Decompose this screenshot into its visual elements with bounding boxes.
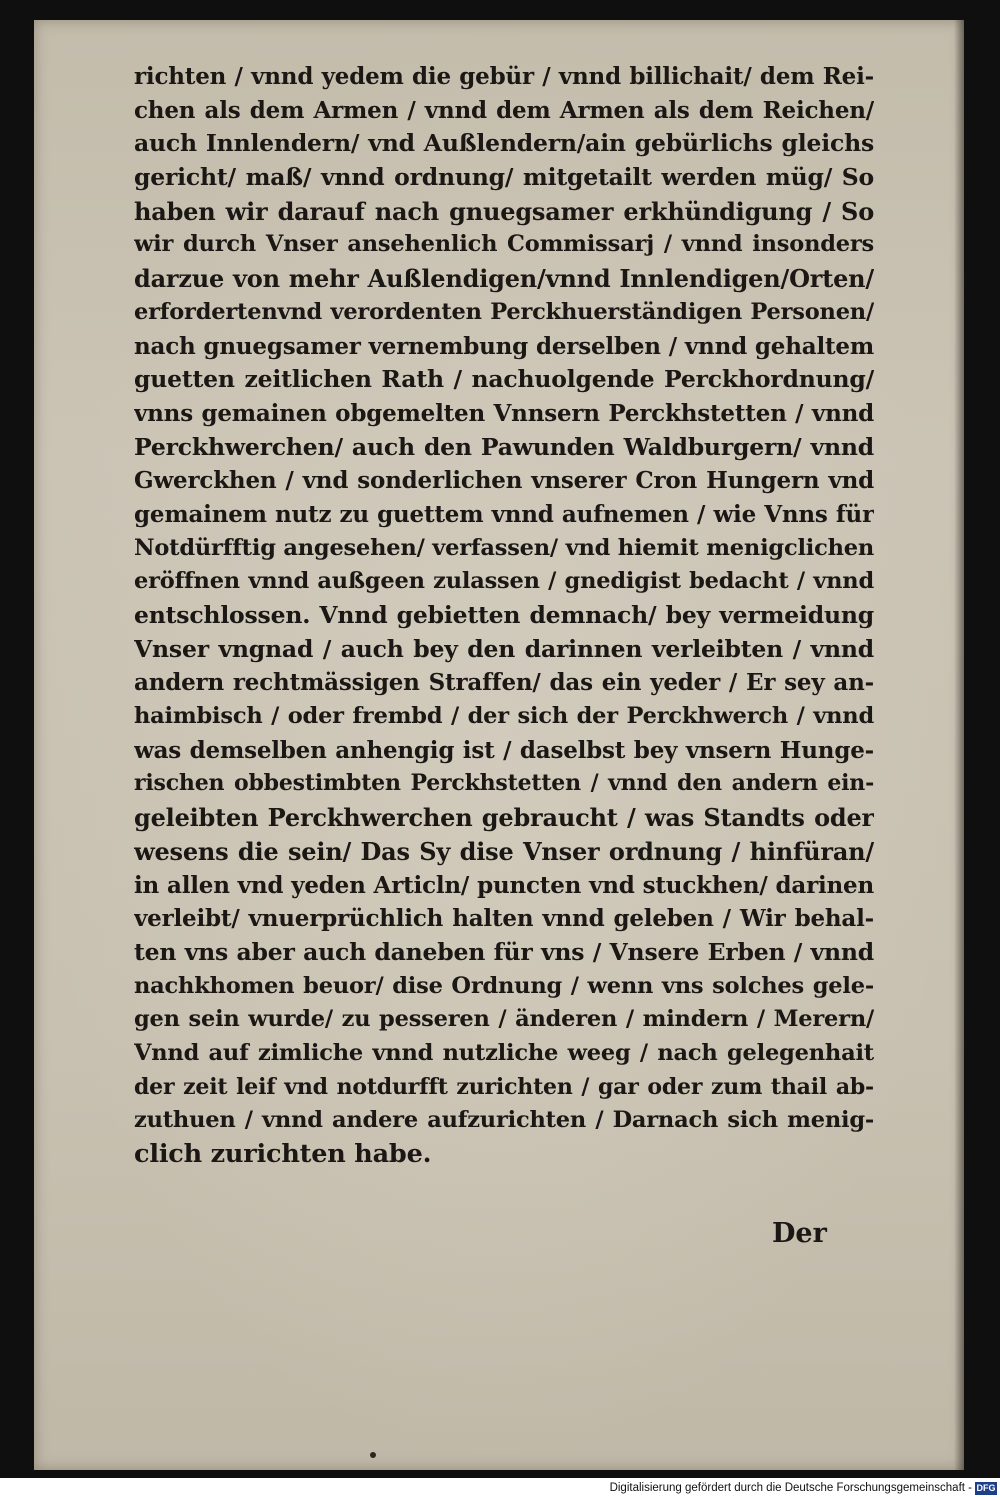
text-line: wir durch Vnser ansehenlich Commissarj / vnnd insonders	[134, 231, 874, 258]
text-line: vnns gemainen obgemelten Vnnsern Perckhstetten / vnnd	[134, 399, 874, 427]
text-line: gemainem nutz zu guettem vnnd aufnemen / wie Vnns für	[134, 500, 874, 528]
text-line: nachkhomen beuor/ dise Ordnung / wenn vns solches gele-	[134, 972, 874, 999]
dfg-logo: DFG	[976, 1483, 996, 1493]
page-edge-shadow	[954, 20, 964, 1470]
book-page	[34, 20, 964, 1470]
text-line: rischen obbestimbten Perckhstetten / vnnd den andern ein-	[134, 770, 874, 797]
text-line: was demselben anhengig ist / daselbst bey vnsern Hunge-	[134, 736, 874, 764]
text-line: verleibt/ vnuerprüchlich halten vnnd geleben / Wir behal-	[134, 905, 874, 933]
text-line: chen als dem Armen / vnnd dem Armen als dem Reichen/	[134, 96, 874, 124]
text-line: guetten zeitlichen Rath / nachuolgende Perckhordnung/	[134, 365, 874, 394]
text-line: entschlossen. Vnnd gebietten demnach/ bey vermeidung	[134, 601, 874, 629]
text-line: in allen vnd yeden Articln/ puncten vnd stuckhen/ darinen	[134, 871, 874, 899]
text-line: auch Innlendern/ vnd Außlendern/ain gebürlichs gleichs	[134, 129, 874, 158]
text-line: Notdürfftig angesehen/ verfassen/ vnd hiemit menigclichen	[134, 534, 874, 561]
text-line: erfordertenvnd verordenten Perckhuerständigen Personen/	[134, 298, 874, 325]
text-line: ten vns aber auch daneben für vns / Vnsere Erben / vnnd	[134, 937, 874, 966]
text-line: Perckhwerchen/ auch den Pawunden Waldburgern/ vnnd	[134, 432, 874, 461]
text-line: gen sein wurde/ zu pesseren / änderen / mindern / Merern/	[134, 1006, 874, 1033]
text-line: eröffnen vnnd außgeen zulassen / gnedigist bedacht / vnnd	[134, 568, 874, 595]
text-line: gericht/ maß/ vnnd ordnung/ mitgetailt werden müg/ So	[134, 163, 874, 192]
body-text	[134, 60, 874, 1172]
text-line: wesens die sein/ Das Sy dise Vnser ordnung / hinfüran/	[134, 836, 874, 866]
text-line: clich zurichten habe.	[134, 1139, 432, 1169]
text-line: der zeit leif vnd notdurfft zurichten / gar oder zum thail ab-	[134, 1073, 874, 1100]
text-line: nach gnuegsamer vernembung derselben / vnnd gehaltem	[134, 332, 874, 360]
text-line: andern rechtmässigen Straffen/ das ein yeder / Er sey an-	[134, 669, 874, 697]
catchword: Der	[772, 1218, 827, 1249]
text-line: zuthuen / vnnd andere aufzurichten / Darnach sich menig-	[134, 1107, 874, 1134]
text-line: haimbisch / oder frembd / der sich der Perckhwerch / vnnd	[134, 703, 874, 730]
text-line: richten / vnnd yedem die gebür / vnnd billichait/ dem Rei-	[134, 63, 874, 90]
text-line: darzue von mehr Außlendigen/vnnd Innlendigen/Orten/	[134, 264, 874, 294]
ink-spot	[370, 1452, 376, 1458]
text-line: Vnser vngnad / auch bey den darinnen verleibten / vnnd	[134, 634, 874, 663]
funding-credit: Digitalisierung gefördert durch die Deutsche Forschungsgemeinschaft -	[609, 1482, 972, 1494]
text-line: geleibten Perckhwerchen gebraucht / was Standts oder	[134, 803, 874, 833]
text-line: Gwerckhen / vnd sonderlichen vnserer Cron Hungern vnd	[134, 467, 874, 495]
footer-bar	[0, 1478, 1000, 1500]
text-line: Vnnd auf zimliche vnnd nutzliche weeg / nach gelegenhait	[134, 1039, 874, 1066]
text-line: haben wir darauf nach gnuegsamer erkhündigung / So	[134, 196, 874, 226]
